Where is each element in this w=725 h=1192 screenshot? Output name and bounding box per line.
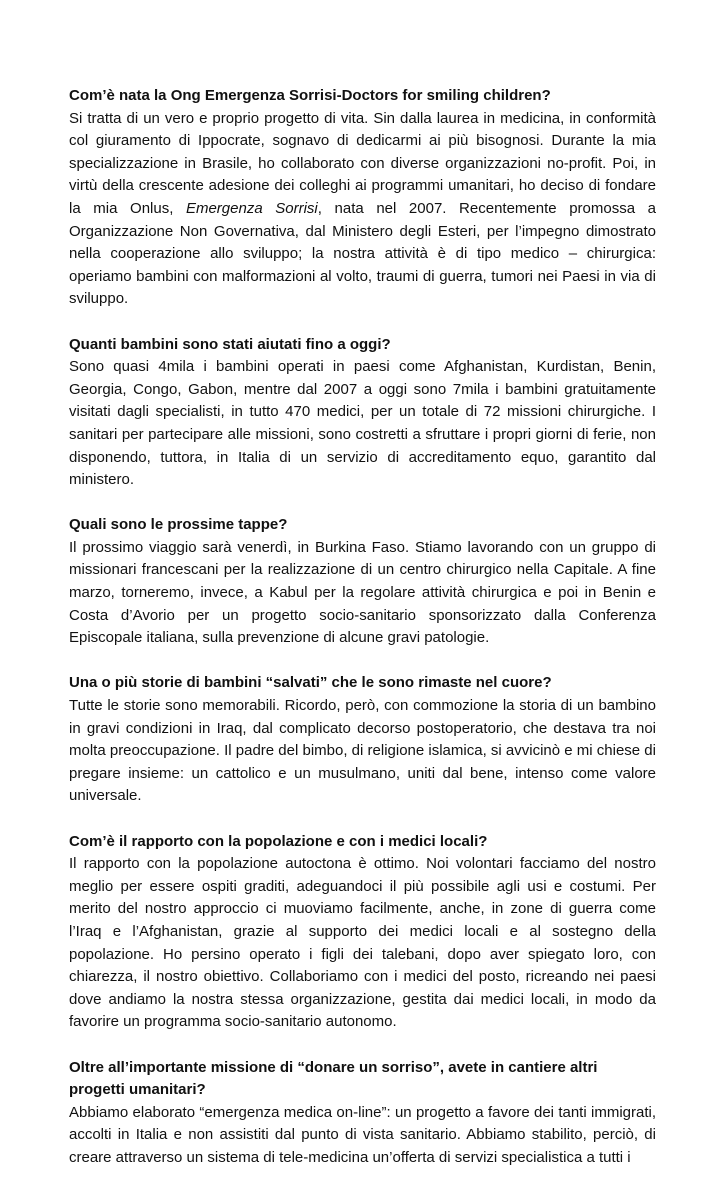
- answer-paragraph: Tutte le storie sono memorabili. Ricordo, però, con commozione la storia di un bambino in gravi condizioni in Iraq, dal complicato decorso postoperatorio, che destava tra noi molta preoccupazione. Il padre del bimbo, di religione islamica, si avvicinò e mi chiese di pregare insieme: un cattolico e un musulmano, uniti dal bene, intenso come valore universale.: [69, 697, 656, 805]
- document-page: [69, 85, 656, 1192]
- answer-paragraph: Il rapporto con la popolazione autoctona è ottimo. Noi volontari facciamo del nostro meglio per essere ospiti graditi, adeguandoci il più possibile agli usi e costumi. Per merito del nostro approccio ci muoviamo facilmente, anche, in zone di guerra come l’Iraq e l’Afghanistan, grazie al supporto dei medici locali e al sostegno della popolazione. Ho persino operato i figli dei talebani, dopo aver spiegato loro, con chiarezza, il nostro obiettivo. Collaboriamo con i medici del posto, ricreando nei paesi dove andiamo la nostra stessa organizzazione, gestita dai medici locali, in modo da favorire un programma socio-sanitario autonomo.: [69, 855, 656, 1031]
- question-heading: Oltre all’importante missione di “donare un sorriso”, avete in cantiere altri progetti umanitari?: [69, 1058, 598, 1099]
- qa-section-next-steps: [69, 514, 656, 650]
- answer-paragraph: [69, 108, 656, 311]
- qa-section-other-projects: [69, 1057, 656, 1170]
- qa-section-origin: [69, 85, 656, 311]
- answer-paragraph: Il prossimo viaggio sarà venerdì, in Burkina Faso. Stiamo lavorando con un gruppo di missionari francescani per la realizzazione di un centro chirurgico nella Capitale. A fine marzo, torneremo, invece, a Kabul per la regolare attività chirurgica e poi in Benin e Costa d’Avorio per un progetto socio-sanitario sponsorizzato dalla Conferenza Episcopale italiana, sulla prevenzione di alcune gravi patologie.: [69, 538, 656, 647]
- answer-text-part: Si tratta di un vero e proprio progetto di vita. Sin dalla laurea in medicina, in conformità col giuramento di Ippocrate, sognavo di dedicarmi ai più bisognosi. Durante la mia specializzazione in Brasile, ho collaborato con diverse organizzazioni no-profit. Poi, in virtù della crescente adesione dei colleghi ai programmi umanitari, ho deciso di fondare la mia Onlus,: [69, 109, 656, 217]
- answer-paragraph: Abbiamo elaborato “emergenza medica on-line”: un progetto a favore dei tanti immigrati, accolti in Italia e non assistiti dal punto di vista sanitario. Abbiamo stabilito, perciò, di creare attraverso un sistema di tele-medicina un’offerta di servizi specialistica a tutti i: [69, 1103, 656, 1166]
- qa-section-children-helped: [69, 334, 656, 492]
- qa-section-local-relations: [69, 831, 656, 1034]
- question-heading: Quali sono le prossime tappe?: [69, 516, 288, 534]
- question-heading: Una o più storie di bambini “salvati” che le sono rimaste nel cuore?: [69, 674, 552, 692]
- question-heading: Com’è nata la Ong Emergenza Sorrisi-Doctors for smiling children?: [69, 87, 551, 104]
- question-heading: Com’è il rapporto con la popolazione e con i medici locali?: [69, 832, 488, 850]
- qa-section-stories: [69, 672, 656, 808]
- question-heading: Quanti bambini sono stati aiutati fino a oggi?: [69, 335, 391, 353]
- answer-text-part: , nata nel 2007. Recentemente promossa a Organizzazione Non Governativa, dal Ministero degli Esteri, per l’impegno dimostrato nella cooperazione allo sviluppo; la nostra attività è di tipo medico – chirurgica: operiamo bambini con malformazioni al volto, traumi di guerra, tumori nei Paesi in via di sviluppo.: [69, 199, 656, 308]
- organization-name-emphasis: Emergenza Sorrisi: [185, 199, 318, 217]
- answer-paragraph: Sono quasi 4mila i bambini operati in paesi come Afghanistan, Kurdistan, Benin, Georgia, Congo, Gabon, mentre dal 2007 a oggi sono 7mila i bambini gratuitamente visitati dagli specialisti, in tutto 470 medici, per un totale di 72 missioni chirurgiche. I sanitari per partecipare alle missioni, sono costretti a sfruttare i propri giorni di ferie, non disponendo, tuttora, in Italia di un servizio di accreditamento equo, garantito dal ministero.: [69, 358, 656, 489]
